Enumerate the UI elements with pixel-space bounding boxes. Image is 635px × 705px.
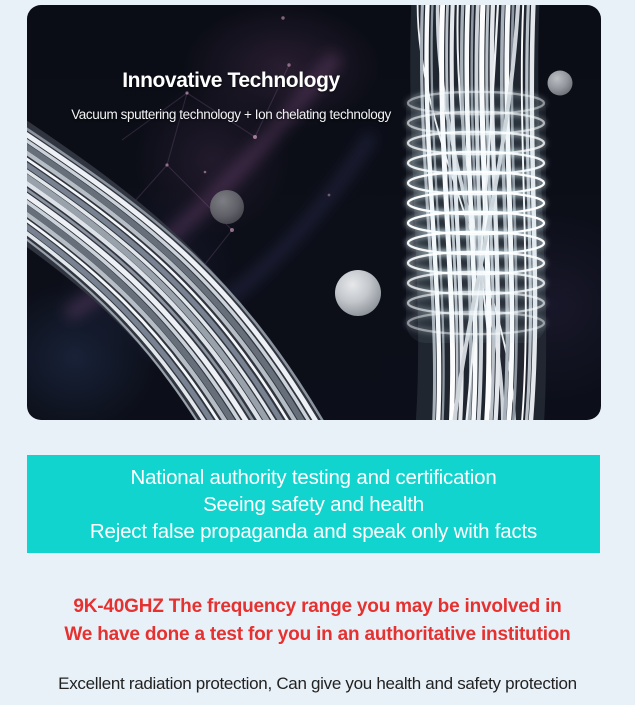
banner-line-1: National authority testing and certification (130, 465, 497, 489)
hero-caption (27, 69, 435, 122)
hero-image (27, 5, 601, 420)
banner-line-2: Seeing safety and health (203, 492, 424, 516)
hero-subtitle: Vacuum sputtering technology + Ion chelating technology (71, 107, 391, 122)
claim-line-1: 9K-40GHZ The frequency range you may be involved in (73, 596, 562, 617)
hero-title: Innovative Technology (122, 69, 340, 92)
frequency-claim (0, 593, 635, 649)
certification-banner (27, 455, 600, 553)
banner-line-3: Reject false propaganda and speak only with facts (89, 519, 538, 543)
cable-coil-artwork (27, 5, 601, 420)
claim-line-2: We have done a test for you in an authoritative institution (64, 624, 571, 645)
protection-note: Excellent radiation protection, Can give you health and safety protection (58, 674, 577, 693)
